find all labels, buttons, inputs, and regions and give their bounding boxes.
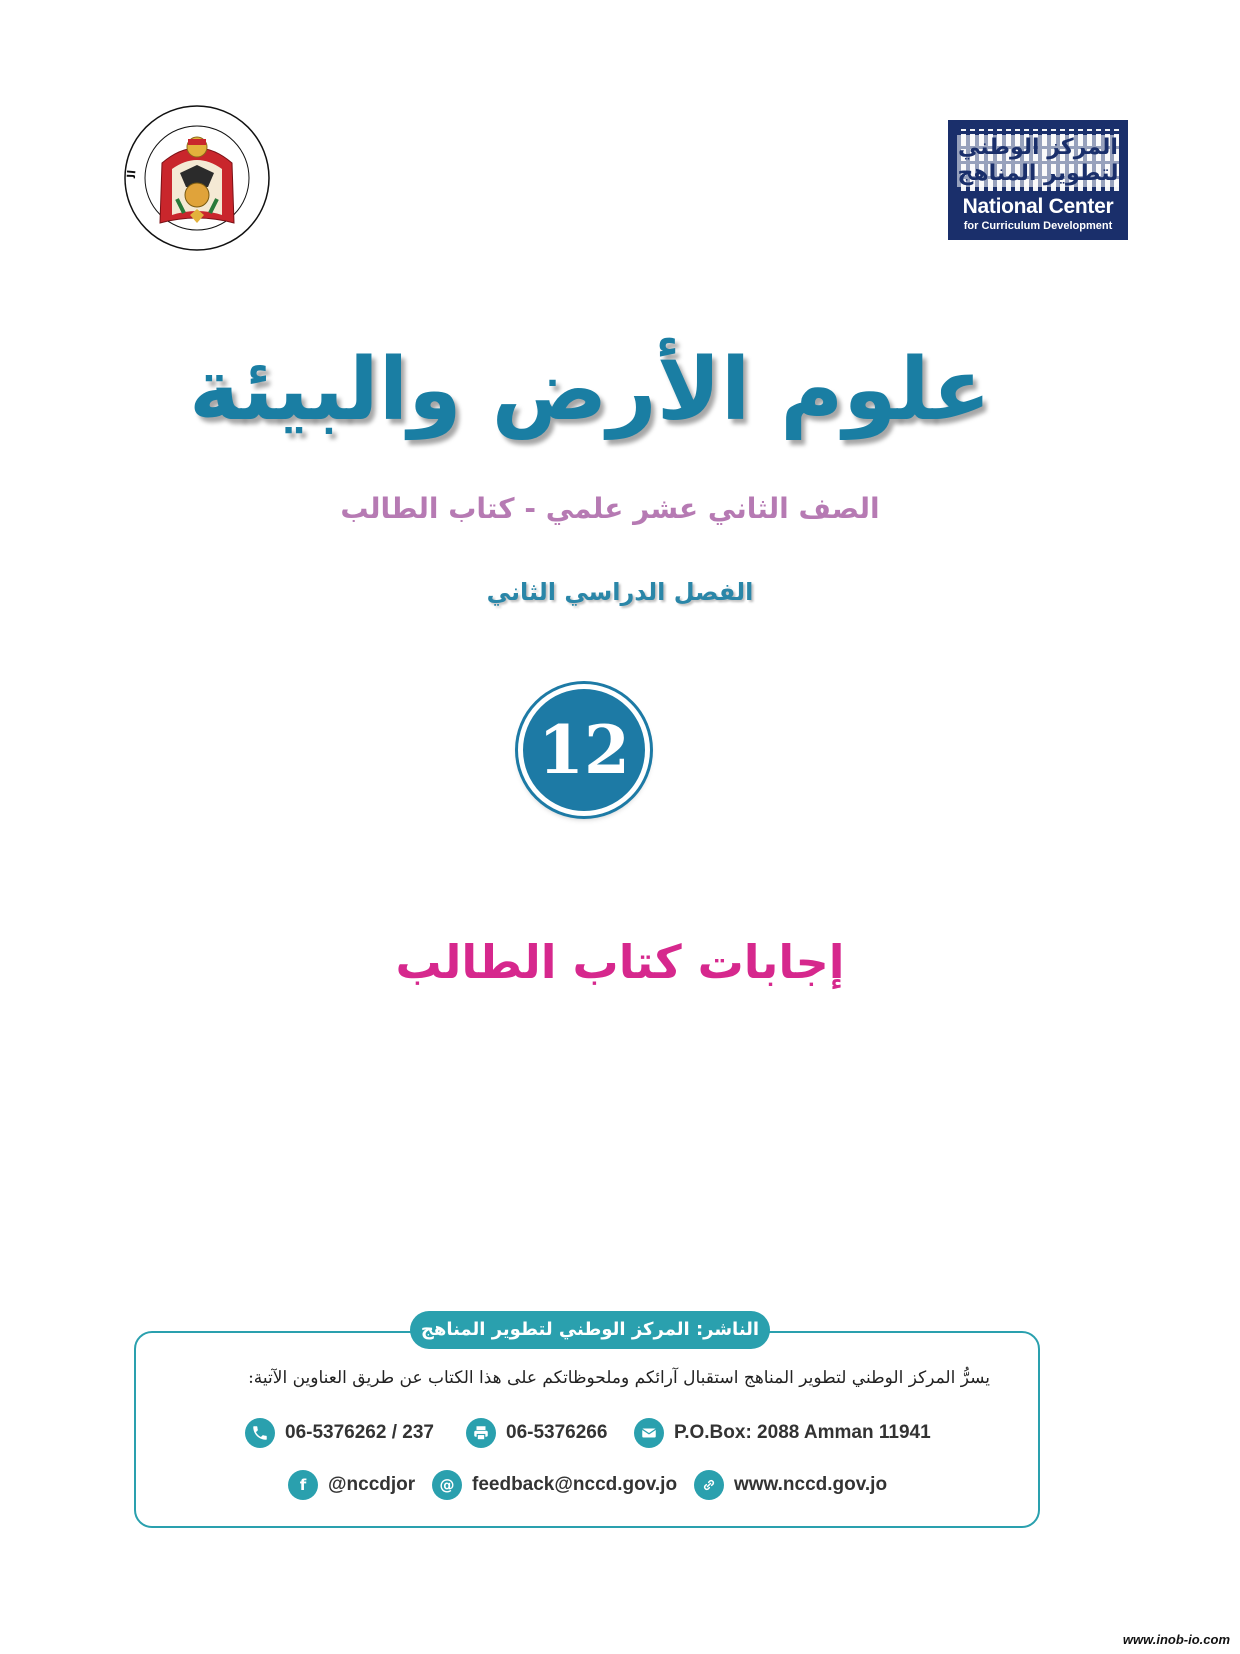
contact-phone <box>245 1418 434 1448</box>
website-url: www.nccd.gov.jo <box>734 1474 888 1495</box>
phone-icon <box>245 1418 275 1448</box>
nccd-logo-english-2: for Curriculum Development <box>963 220 1113 232</box>
publisher-tag: الناشر: المركز الوطني لتطوير المناهج <box>410 1311 770 1349</box>
pobox-text: P.O.Box: 2088 Amman 11941 <box>674 1422 931 1443</box>
facebook-handle: @nccdjor <box>328 1474 416 1495</box>
fax-icon <box>466 1418 496 1448</box>
semester-label: الفصل الدراسي الثاني <box>486 578 754 606</box>
at-icon: @ <box>432 1470 462 1500</box>
phone-number: 06-5376262 / 237 <box>285 1422 434 1443</box>
grade-number: 12 <box>538 711 630 789</box>
grade-badge <box>518 684 650 816</box>
contact-email <box>432 1470 677 1500</box>
link-icon <box>694 1470 724 1500</box>
mail-icon <box>634 1418 664 1448</box>
publisher-message: يسرُّ المركز الوطني لتطوير المناهج استقبال آرائكم وملحوظاتكم على هذا الكتاب عن طريق العناوين الآتية: <box>248 1368 990 1388</box>
contact-facebook <box>288 1470 415 1500</box>
ministry-seal <box>122 103 272 253</box>
fax-number: 06-5376266 <box>506 1422 608 1443</box>
nccd-logo-arabic: المركز الوطني لتطوير المناهج <box>957 135 1119 186</box>
contact-pobox <box>634 1418 931 1448</box>
contact-website <box>694 1470 887 1500</box>
facebook-icon: f <box>288 1470 318 1500</box>
book-subtitle: الصف الثاني عشر علمي - كتاب الطالب <box>340 492 880 525</box>
footer-url: www.inob-io.com <box>1122 1632 1230 1647</box>
contact-fax <box>466 1418 607 1448</box>
answers-title: إجابات كتاب الطالب <box>395 935 845 989</box>
book-title: علوم الأرض والبيئة <box>188 340 992 440</box>
email-address: feedback@nccd.gov.jo <box>472 1474 678 1495</box>
nccd-logo-english-1: National Center <box>962 195 1114 218</box>
seal-ring-text: ال <box>124 169 139 179</box>
nccd-logo <box>948 120 1128 240</box>
